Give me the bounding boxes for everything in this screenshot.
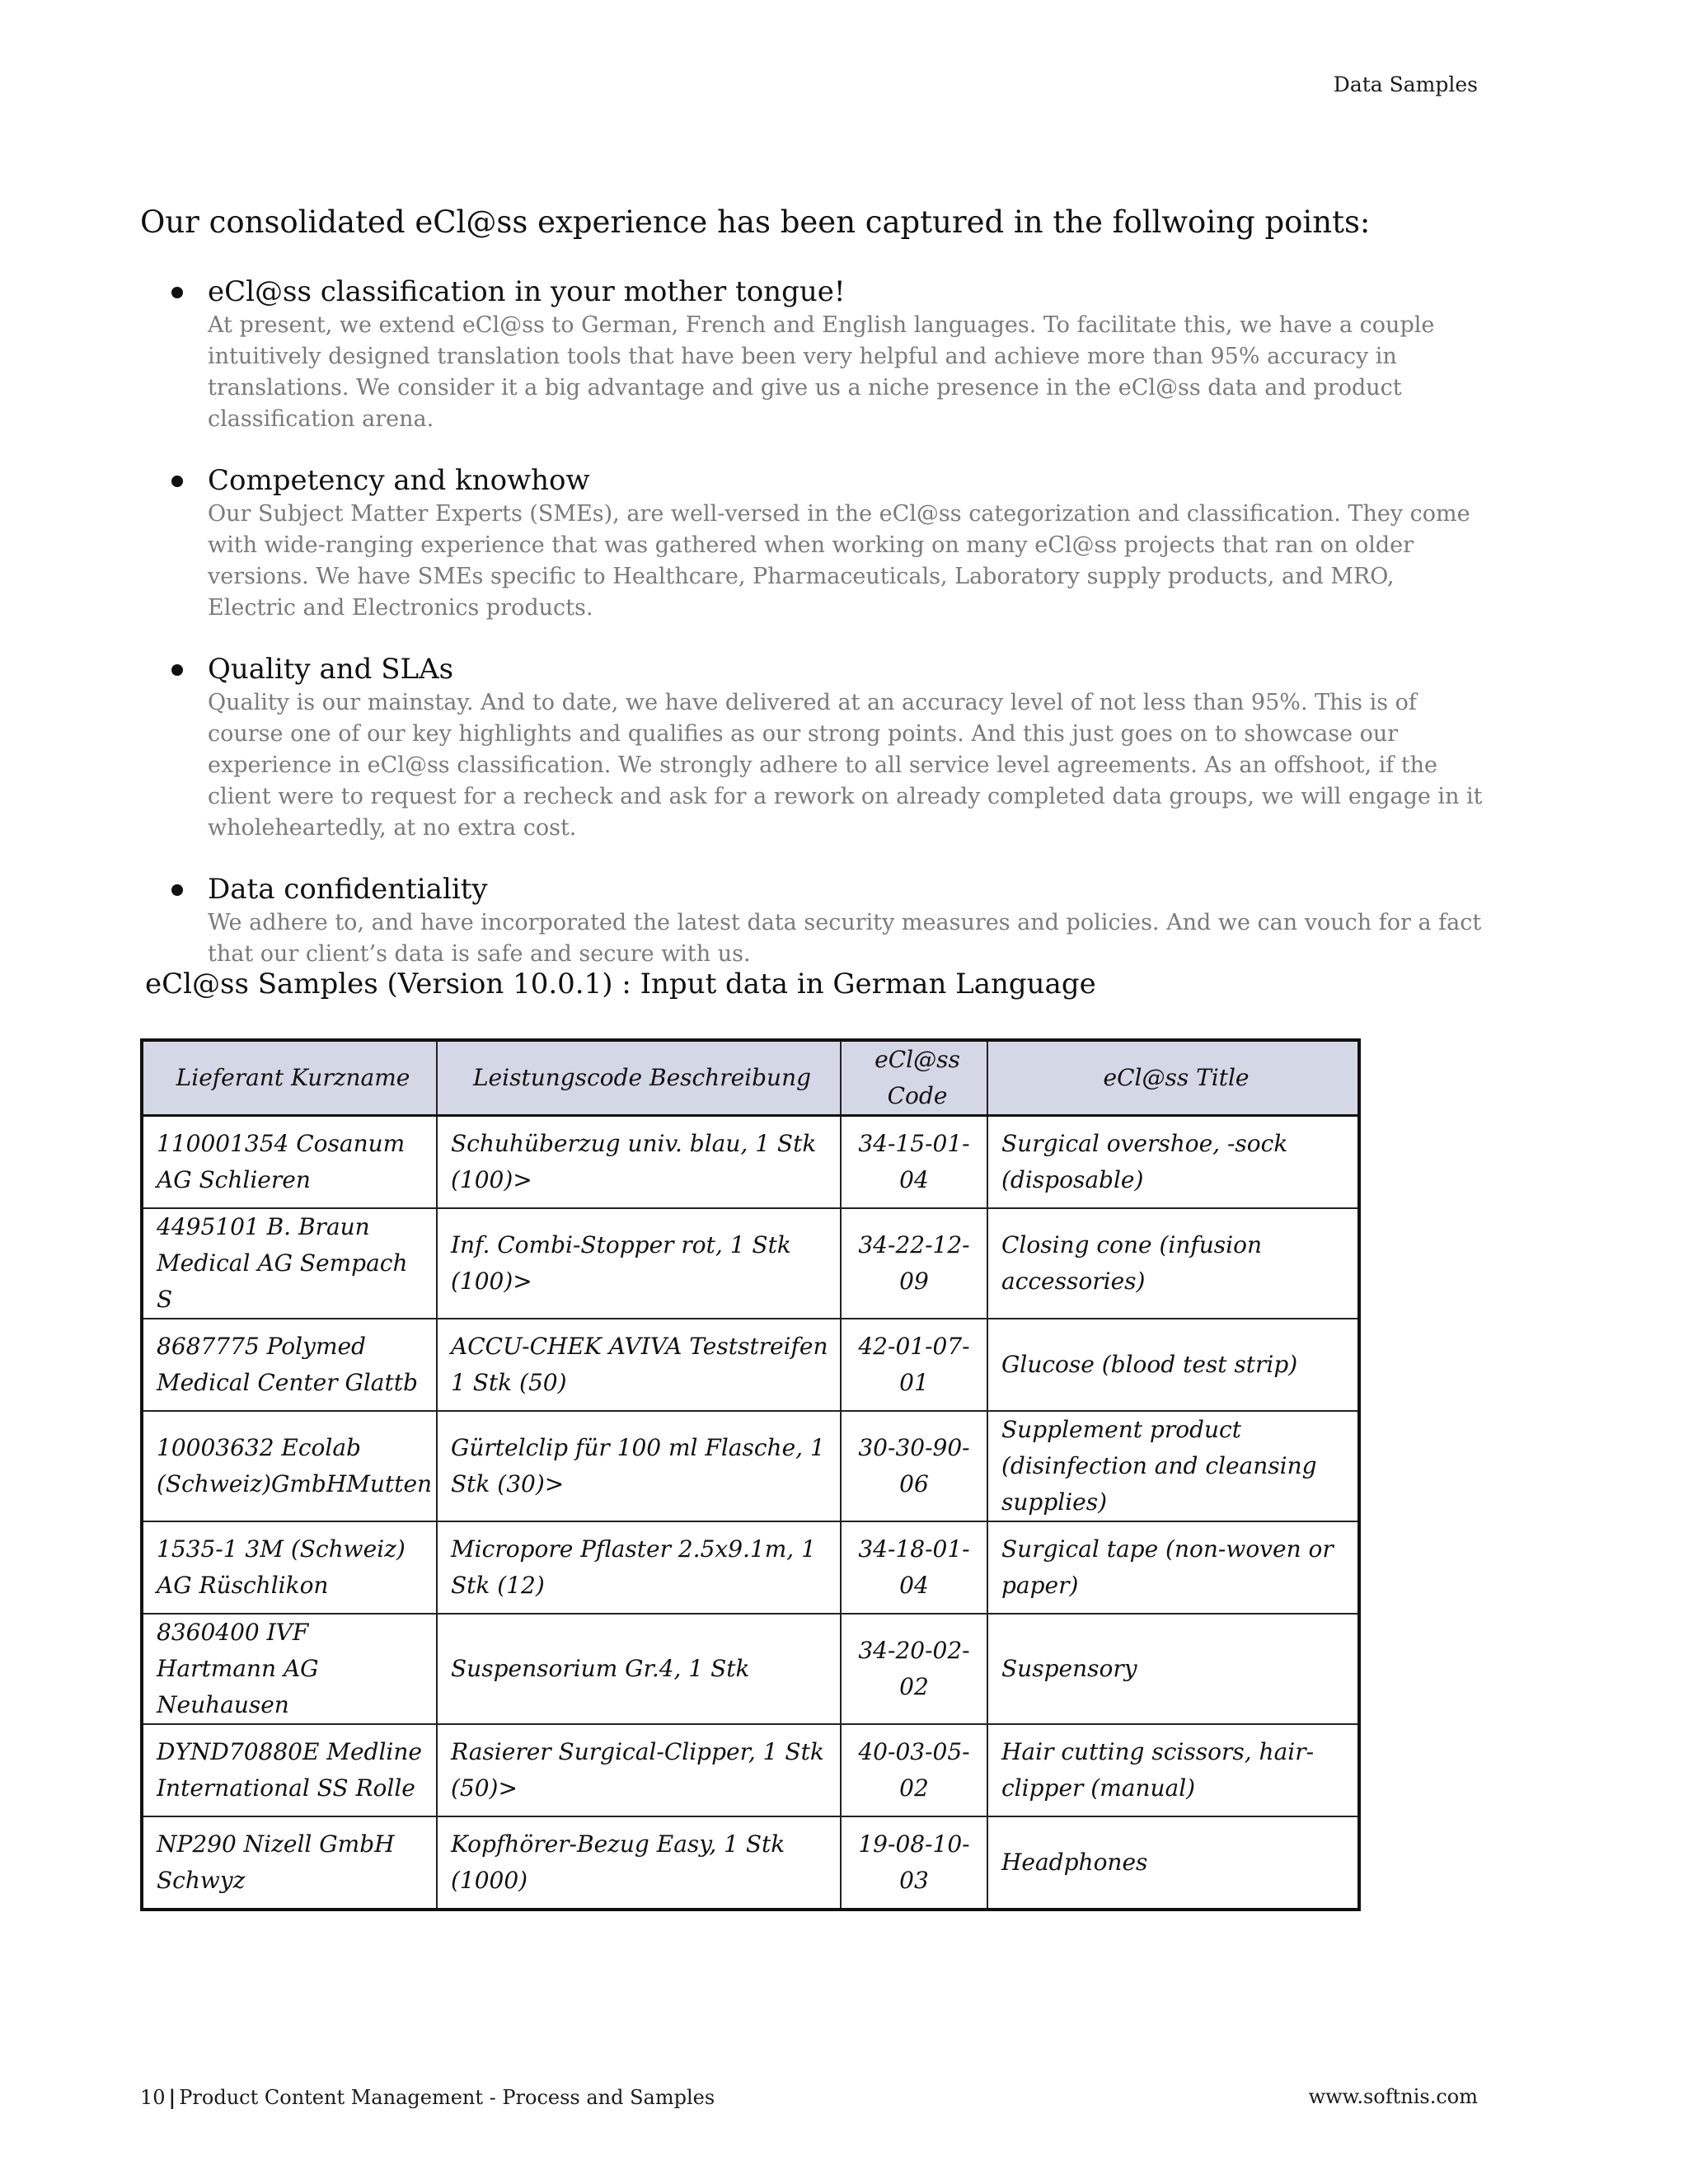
eclass-code-cell: 34-22-12-09 (841, 1208, 987, 1319)
point-body: Our Subject Matter Experts (SMEs), are well-versed in the eCl@ss categorization and classification. They come with wide-ranging experience that was gathered when working on many eCl@ss projects that ran on older versions. We have SMEs specific to Healthcare, Pharmaceuticals, Laboratory supply products, and MRO, Electric and Electronics products. (208, 501, 1470, 621)
description-cell: ACCU-CHEK AVIVA Teststreifen 1 Stk (50) (437, 1319, 841, 1411)
eclass-title-cell: Hair cutting scissors, hair-clipper (manual) (987, 1724, 1359, 1816)
description-cell: Rasierer Surgical-Clipper, 1 Stk (50)> (437, 1724, 841, 1816)
eclass-code-cell: 34-20-02-02 (841, 1614, 987, 1724)
table-row (142, 1319, 1359, 1411)
table-header-row (142, 1040, 1359, 1116)
bullet-icon (171, 287, 183, 298)
running-header: Data Samples (1333, 73, 1478, 96)
supplier-cell: NP290 Nizell GmbH Schwyz (142, 1816, 437, 1910)
supplier-cell: 1535-1 3M (Schweiz) AG Rüschlikon (142, 1521, 437, 1614)
description-cell: Gürtelclip für 100 ml Flasche, 1 Stk (30)> (437, 1411, 841, 1521)
eclass-title-cell: Surgical overshoe, -sock (disposable) (987, 1116, 1359, 1209)
column-header-eclass-title: eCl@ss Title (987, 1040, 1359, 1116)
eclass-code-cell: 42-01-07-01 (841, 1319, 987, 1411)
table-row (142, 1724, 1359, 1816)
footer-left (140, 2085, 715, 2109)
eclass-title-cell: Closing cone (infusion accessories) (987, 1208, 1359, 1319)
description-cell: Inf. Combi-Stopper rot, 1 Stk (100)> (437, 1208, 841, 1319)
document-title: Product Content Management - Process and Samples (179, 2086, 715, 2109)
point-title: Competency and knowhow (208, 464, 590, 497)
point-body: Quality is our mainstay. And to date, we have delivered at an accuracy level of not less than 95%. This is of course one of our key highlights and qualifies as our strong points. And this just goes on to showcase our experience in eCl@ss classification. We strongly adhere to all service level agreements. As an offshoot, if the client were to request for a recheck and ask for a rework on already completed data groups, we will engage in it wholeheartedly, at no extra cost. (208, 690, 1483, 841)
table-row (142, 1116, 1359, 1209)
experience-point (165, 651, 1484, 844)
supplier-cell: 8360400 IVF Hartmann AG Neuhausen (142, 1614, 437, 1724)
experience-point (165, 274, 1484, 435)
supplier-cell: 10003632 Ecolab (Schweiz)GmbHMutten (142, 1411, 437, 1521)
supplier-cell: 8687775 Polymed Medical Center Glattb (142, 1319, 437, 1411)
bullet-icon (171, 664, 183, 676)
supplier-cell: 4495101 B. Braun Medical AG Sempach S (142, 1208, 437, 1319)
page-number: 10 (140, 2086, 166, 2109)
experience-point (165, 462, 1484, 624)
table-row (142, 1816, 1359, 1910)
column-header-eclass-code: eCl@ss Code (841, 1040, 987, 1116)
point-title: eCl@ss classification in your mother tongue! (208, 275, 846, 308)
eclass-title-cell: Suspensory (987, 1614, 1359, 1724)
supplier-cell: 110001354 Cosanum AG Schlieren (142, 1116, 437, 1209)
description-cell: Micropore Pflaster 2.5x9.1m, 1 Stk (12) (437, 1521, 841, 1614)
eclass-title-cell: Supplement product (disinfection and cleansing supplies) (987, 1411, 1359, 1521)
point-body: At present, we extend eCl@ss to German, French and English languages. To facilitate this, we have a couple intuitively designed translation tools that have been very helpful and achieve more than 95% accuracy in translations. We consider it a big advantage and give us a niche presence in the eCl@ss data and product classification arena. (208, 312, 1435, 432)
description-cell: Schuhüberzug univ. blau, 1 Stk (100)> (437, 1116, 841, 1209)
point-title: Quality and SLAs (208, 653, 454, 686)
eclass-code-cell: 34-18-01-04 (841, 1521, 987, 1614)
footer-separator: | (168, 2085, 176, 2109)
bullet-icon (171, 476, 183, 487)
eclass-title-cell: Surgical tape (non-woven or paper) (987, 1521, 1359, 1614)
eclass-code-cell: 40-03-05-02 (841, 1724, 987, 1816)
description-cell: Suspensorium Gr.4, 1 Stk (437, 1614, 841, 1724)
eclass-code-cell: 30-30-90-06 (841, 1411, 987, 1521)
samples-title: eCl@ss Samples (Version 10.0.1) : Input data in German Language (145, 968, 1096, 1001)
supplier-cell: DYND70880E Medline International SS Rolle (142, 1724, 437, 1816)
column-header-supplier: Lieferant Kurzname (142, 1040, 437, 1116)
experience-point (165, 871, 1484, 970)
experience-points-list (165, 274, 1484, 997)
samples-table (140, 1038, 1361, 1911)
intro-heading: Our consolidated eCl@ss experience has been captured in the follwoing points: (140, 204, 1371, 240)
website-link[interactable]: www.softnis.com (1308, 2085, 1478, 2108)
column-header-description: Leistungscode Beschreibung (437, 1040, 841, 1116)
point-body: We adhere to, and have incorporated the latest data security measures and policies. And we can vouch for a fact that our client’s data is safe and secure with us. (208, 910, 1482, 967)
eclass-code-cell: 34-15-01-04 (841, 1116, 987, 1209)
table-row (142, 1208, 1359, 1319)
table-row (142, 1411, 1359, 1521)
bullet-icon (171, 884, 183, 896)
eclass-title-cell: Glucose (blood test strip) (987, 1319, 1359, 1411)
point-title: Data confidentiality (208, 873, 488, 906)
table-row (142, 1521, 1359, 1614)
table-row (142, 1614, 1359, 1724)
description-cell: Kopfhörer-Bezug Easy, 1 Stk (1000) (437, 1816, 841, 1910)
eclass-code-cell: 19-08-10-03 (841, 1816, 987, 1910)
eclass-title-cell: Headphones (987, 1816, 1359, 1910)
